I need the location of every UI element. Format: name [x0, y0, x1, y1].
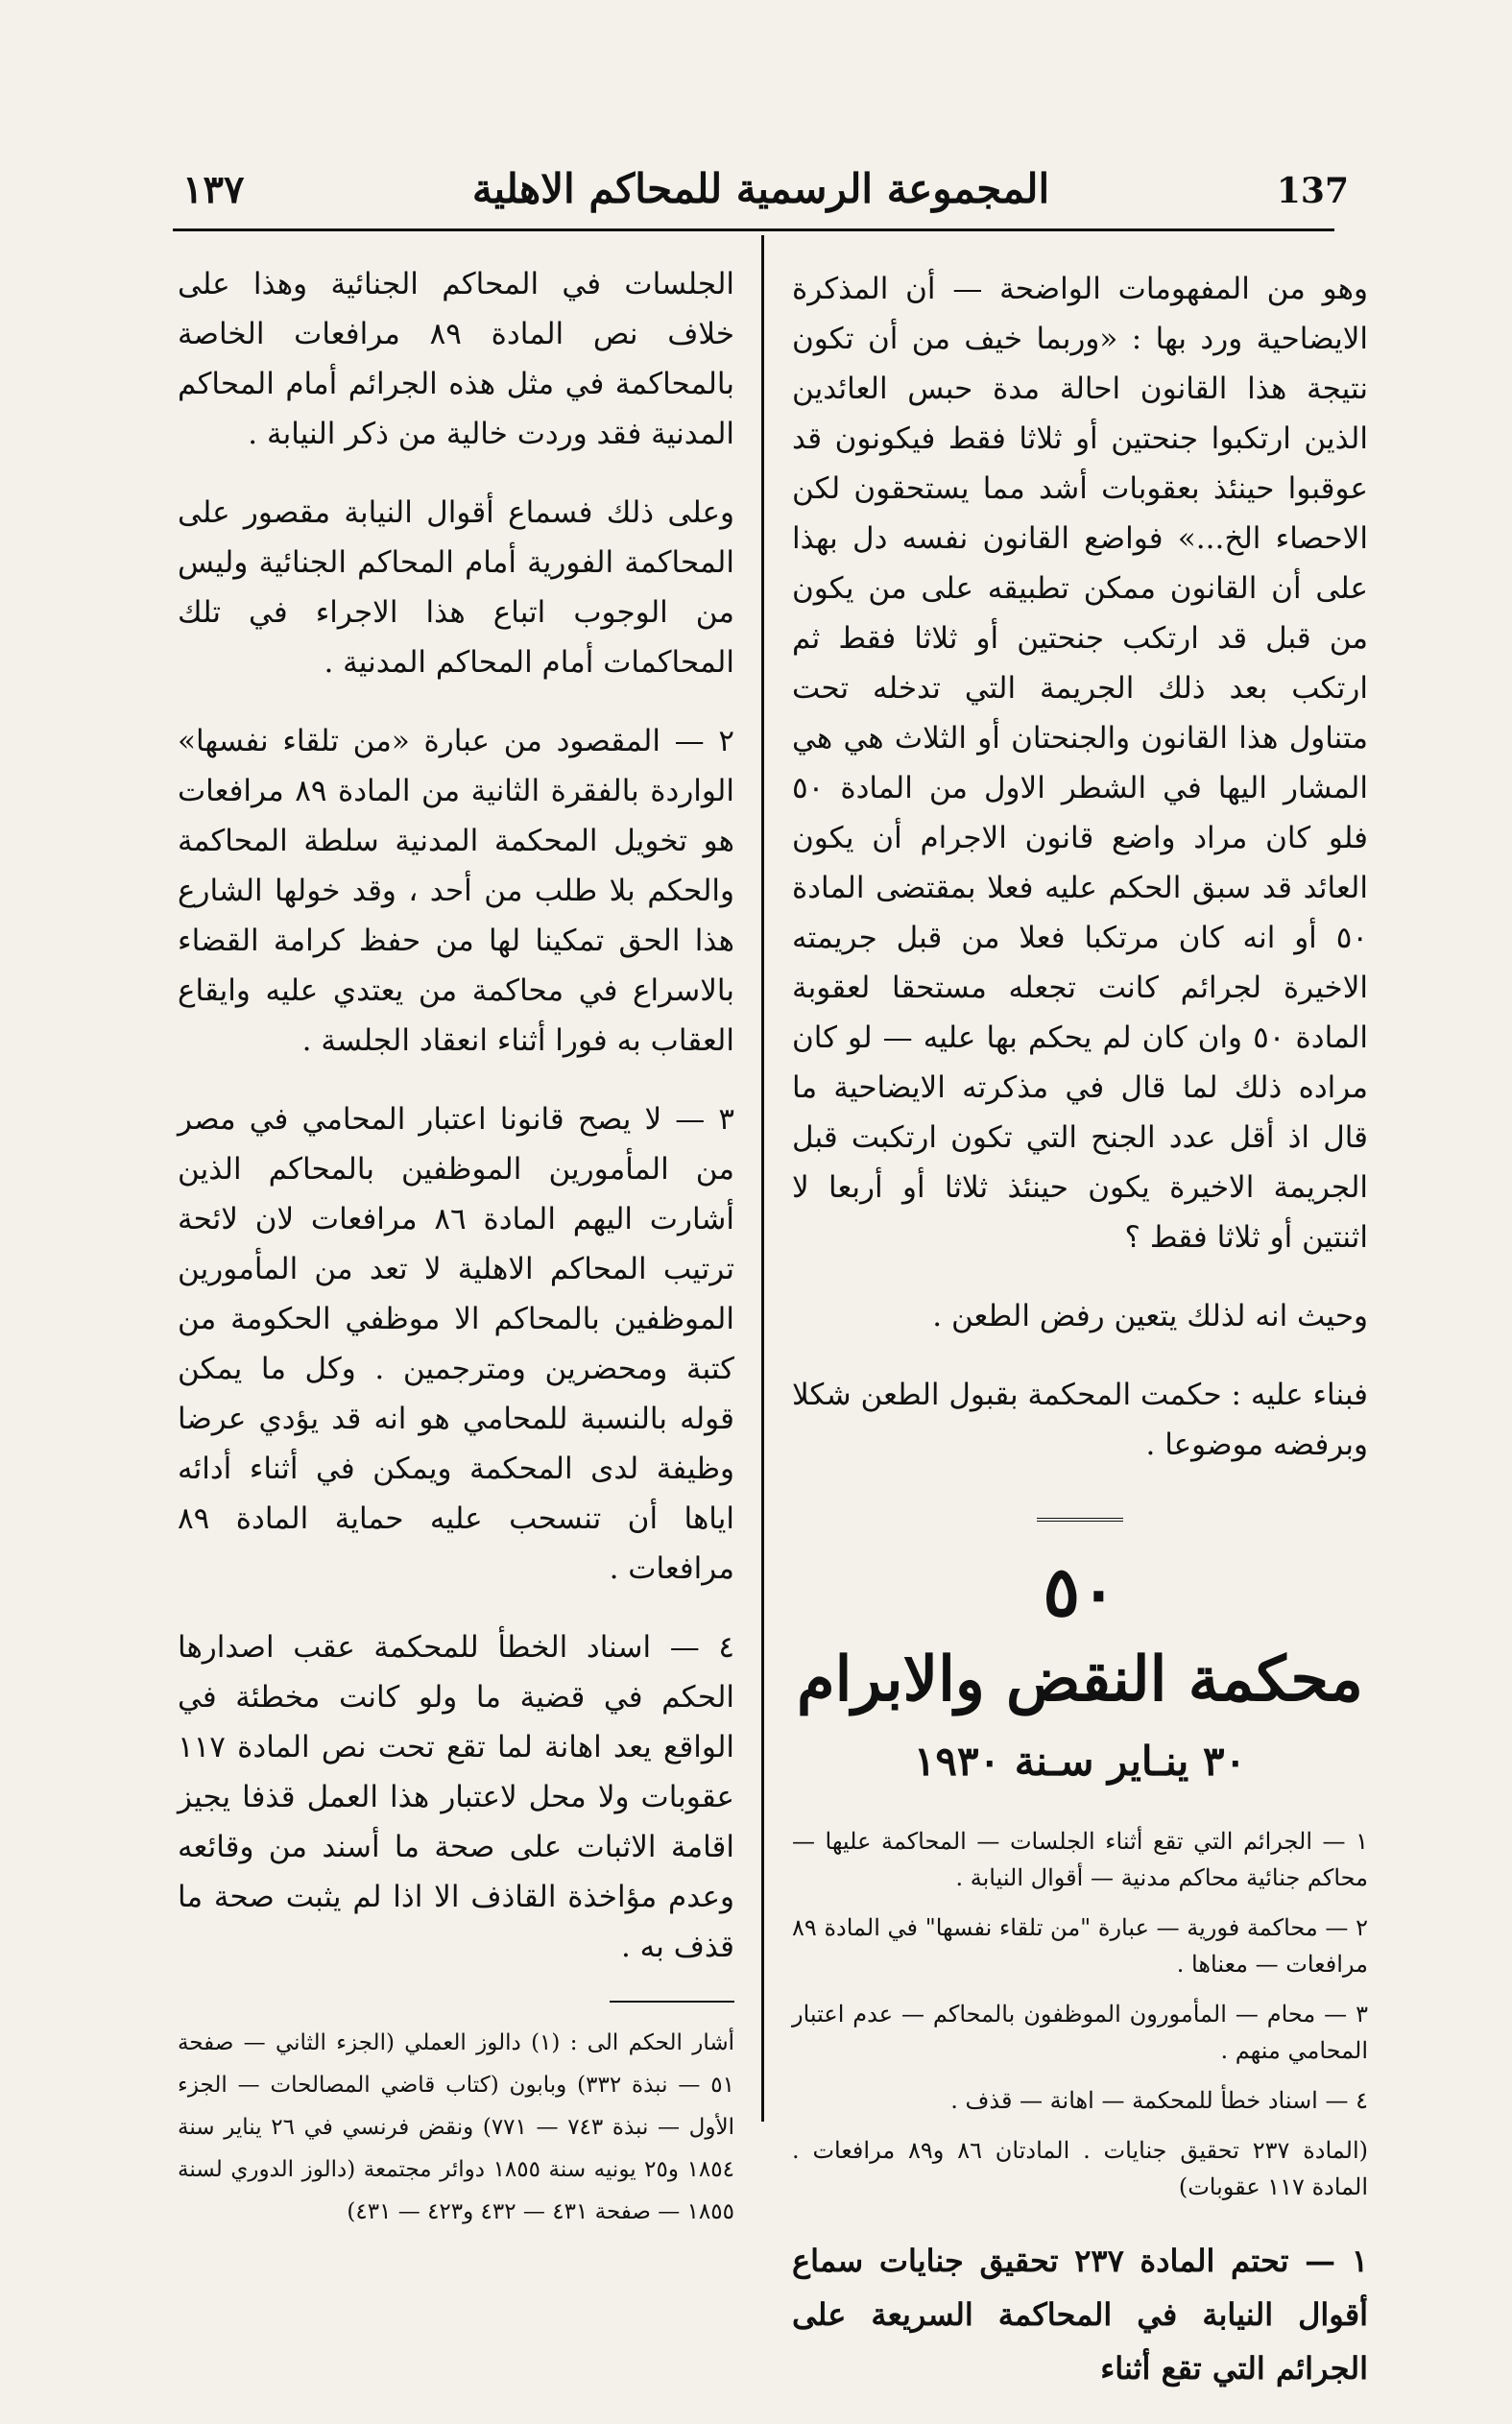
summary-item: (المادة ٢٣٧ تحقيق جنايات . المادتان ٨٦ و٨٩ مرافعات . المادة ١١٧ عقوبات) [792, 2137, 1369, 2200]
page-header [173, 161, 1349, 219]
body-paragraph: ٤ — اسناد الخطأ للمحكمة عقب اصدارها الحكم في قضية ما ولو كانت مخطئة في الواقع يعد اهانة لما تقع تحت نص المادة ١١٧ عقوبات ولا محل لاعتبار هذا العمل قذفا يجيز اقامة الاثبات على صحة ما أسند من وقائعه وعدم مؤاخذة القاذف الا اذا لم يثبت صحة ما قذف به . [178, 1630, 734, 1964]
left-column [178, 259, 734, 2233]
page-number-arabic: ١٣٧ [182, 167, 245, 212]
case-number: ٥٠ [1043, 1550, 1117, 1632]
right-column [792, 264, 1368, 2424]
header-rule [173, 228, 1334, 231]
summary-item: ٣ — محام — المأمورون الموظفون بالمحاكم — عدم اعتبار المحامي منهم . [792, 2001, 1368, 2064]
court-name: محكمة النقض والابرام [797, 1644, 1363, 1716]
body-paragraph: وعلى ذلك فسماع أقوال النيابة مقصور على المحاكمة الفورية أمام المحاكم الجنائية وليس من الوجوب اتباع هذا الاجراء في تلك المحاكمات أمام المحاكم المدنية . [178, 495, 734, 680]
column-divider [761, 235, 764, 2122]
body-paragraph: ٢ — المقصود من عبارة «من تلقاء نفسها» الواردة بالفقرة الثانية من المادة ٨٩ مرافعات هو تخويل المحكمة المدنية سلطة المحاكمة والحكم بلا طلب من أحد ، وقد خولها الشارع هذا الحق تمكينا لها من حفظ كرامة القضاء بالاسراع في محاكمة من يعتدي عليه وايقاع العقاب به فورا أثناء انعقاد الجلسة . [178, 724, 734, 1058]
body-paragraph: الجلسات في المحاكم الجنائية وهذا على خلاف نص المادة ٨٩ مرافعات الخاصة بالمحاكمة في مثل هذه الجرائم أمام المحاكم المدنية فقد وردت خالية من ذكر النيابة . [178, 267, 735, 451]
page-number-latin: 137 [1276, 171, 1349, 211]
footnote: أشار الحكم الى : (١) دالوز العملي (الجزء الثاني — صفحة ٥١ — نبذة ٣٣٢) وبابون (كتاب قاضي المصالحات — الجزء الأول — نبذة ٧٤٣ — ٧٧١) ونقض فرنسي في ٢٦ يناير سنة ١٨٥٤ و٢٥ يونيه سنة ١٨٥٥ دوائر مجتمعة (دالوز الدوري لسنة ١٨٥٥ — صفحة ٤٣١ — ٤٣٢ و٤٢٣ — ٤٣١) [178, 2030, 735, 2224]
journal-title: المجموعة الرسمية للمحاكم الاهلية [471, 165, 1050, 212]
summary-item: ٤ — اسناد خطأ للمحكمة — اهانة — قذف . [950, 2087, 1368, 2114]
body-paragraph: فبناء عليه : حكمت المحكمة بقبول الطعن شكلا وبرفضه موضوعا . [792, 1378, 1368, 1462]
body-paragraph: ٣ — لا يصح قانونا اعتبار المحامي في مصر من المأمورين الموظفين بالمحاكم الذين أشارت اليهم المادة ٨٦ مرافعات لان لائحة ترتيب المحاكم الاهلية لا تعد من المأمورين الموظفين بالمحاكم الا موظفي الحكومة من كتبة ومحضرين ومترجمين . وكل ما يمكن قوله بالنسبة للمحامي هو انه قد يؤدي عرضا وظيفة لدى المحكمة ويمكن في أثناء أدائه اياها أن تنسحب عليه حماية المادة ٨٩ مرافعات . [178, 1102, 734, 1586]
footnote-rule [610, 2001, 734, 2003]
principle-paragraph: ١ — تحتم المادة ٢٣٧ تحقيق جنايات سماع أقوال النيابة في المحاكمة السريعة على الجرائم التي تقع أثناء [792, 2243, 1369, 2387]
case-date: ٣٠ ينـاير سـنة ١٩٣٠ [913, 1738, 1247, 1785]
section-separator [1037, 1518, 1123, 1522]
body-paragraph: وهو من المفهومات الواضحة — أن المذكرة الايضاحية ورد بها : «وربما خيف من أن تكون نتيجة هذا القانون احالة مدة حبس العائدين الذين ارتكبوا جنحتين أو ثلاثا فقط فيكونون قد عوقبوا حينئذ بعقوبات أشد مما يستحقون لكن الاحصاء الخ...» فواضع القانون نفسه دل بهذا على أن القانون ممكن تطبيقه على من يكون من قبل قد ارتكب جنحتين أو ثلاثا فقط ثم ارتكب بعد ذلك الجريمة التي تدخله تحت متناول هذا القانون والجنحتان أو الثلاث هي هي المشار اليها في الشطر الاول من المادة ٥٠ فلو كان مراد واضع قانون الاجرام أن يكون العائد قد سبق الحكم عليه فعلا بمقتضى المادة ٥٠ أو انه كان مرتكبا فعلا من قبل جريمته الاخيرة لجرائم كانت تجعله مستحقا لعقوبة المادة ٥٠ وان كان لم يحكم بها عليه — لو كان مراده ذلك لما قال في مذكرته الايضاحية ما قال اذ أقل عدد الجنح التي تكون ارتكبت قبل الجريمة الاخيرة يكون حينئذ ثلاثا أو أربعا لا اثنتين أو ثلاثا فقط ؟ [792, 272, 1368, 1255]
summary-item: ٢ — محاكمة فورية — عبارة "من تلقاء نفسها" في المادة ٨٩ مرافعات — معناها . [792, 1914, 1368, 1978]
summary-item: ١ — الجرائم التي تقع أثناء الجلسات — المحاكمة عليها — محاكم جنائية محاكم مدنية — أقوال النيابة . [792, 1828, 1368, 1891]
body-paragraph: وحيث انه لذلك يتعين رفض الطعن . [932, 1299, 1368, 1333]
